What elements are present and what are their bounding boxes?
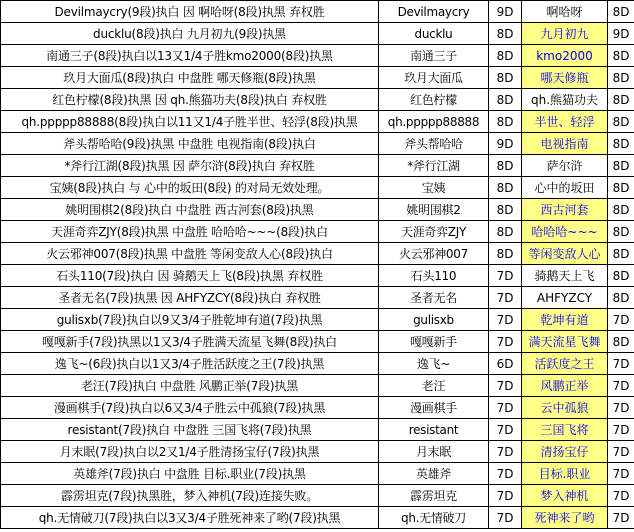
- opponent-cell: 风鹏正举: [522, 375, 608, 397]
- player-rank-cell: 7D: [489, 331, 522, 353]
- player-rank-cell: 9D: [489, 133, 522, 155]
- table-row: [1, 243, 634, 265]
- opponent-cell: 云中孤狼: [522, 397, 608, 419]
- table-row: [1, 353, 634, 375]
- opponent-cell: 西古河套: [522, 199, 608, 221]
- player-cell: 天涯奇弈ZJY: [379, 221, 489, 243]
- player-cell: 逸飞~: [379, 353, 489, 375]
- player-cell: ducklu: [379, 23, 489, 45]
- opponent-rank-cell: 8D: [608, 133, 634, 155]
- results-table-body: [1, 1, 634, 529]
- table-row: [1, 331, 634, 353]
- player-cell: qh.无情破刀: [379, 507, 489, 529]
- opponent-cell: kmo2000: [522, 45, 608, 67]
- opponent-cell: 乾坤有道: [522, 309, 608, 331]
- table-row: [1, 463, 634, 485]
- game-result-cell: 月末眠(7段)执白以2又1/4子胜清扬宝仔(7段)执黑: [1, 441, 379, 463]
- game-result-cell: ducklu(8段)执白 九月初九(9段)执黑: [1, 23, 379, 45]
- opponent-cell: AHFYZCY: [522, 287, 608, 309]
- opponent-rank-cell: 7D: [608, 397, 634, 419]
- player-cell: 圣者无名: [379, 287, 489, 309]
- opponent-cell: 心中的坂田: [522, 177, 608, 199]
- game-result-cell: Devilmaycry(9段)执白 因 啊哈呀(8段)执黑 弃权胜: [1, 1, 379, 23]
- opponent-rank-cell: 9D: [608, 23, 634, 45]
- player-rank-cell: 7D: [489, 463, 522, 485]
- player-rank-cell: 9D: [489, 1, 522, 23]
- table-row: [1, 89, 634, 111]
- game-result-cell: 红色柠檬(8段)执黑 因 qh.熊猫功夫(8段)执白 弃权胜: [1, 89, 379, 111]
- opponent-cell: 三国飞将: [522, 419, 608, 441]
- table-row: [1, 155, 634, 177]
- opponent-cell: 满天流星飞舞: [522, 331, 608, 353]
- opponent-rank-cell: 7D: [608, 309, 634, 331]
- game-result-cell: 圣者无名(7段)执黑 因 AHFYZCY(8段)执白 弃权胜: [1, 287, 379, 309]
- opponent-rank-cell: 8D: [608, 1, 634, 23]
- game-result-cell: 天涯奇弈ZJY(8段)执黑 中盘胜 哈哈哈~~~(8段)执白: [1, 221, 379, 243]
- player-cell: 嘎嘎新手: [379, 331, 489, 353]
- opponent-rank-cell: 7D: [608, 463, 634, 485]
- game-result-cell: 漫画棋手(7段)执白以6又3/4子胜云中孤狼(7段)执黑: [1, 397, 379, 419]
- player-rank-cell: 7D: [489, 309, 522, 331]
- game-result-cell: 姚明围棋2(8段)执白 中盘胜 西古河套(8段)执黑: [1, 199, 379, 221]
- opponent-rank-cell: 8D: [608, 177, 634, 199]
- player-cell: Devilmaycry: [379, 1, 489, 23]
- player-rank-cell: 6D: [489, 353, 522, 375]
- opponent-rank-cell: 8D: [608, 221, 634, 243]
- game-result-cell: qh.ppppp88888(8段)执白以11又1/4子胜半世、轻浮(8段)执黑: [1, 111, 379, 133]
- table-row: [1, 111, 634, 133]
- player-rank-cell: 8D: [489, 177, 522, 199]
- table-row: [1, 507, 634, 529]
- opponent-rank-cell: 8D: [608, 111, 634, 133]
- opponent-rank-cell: 8D: [608, 155, 634, 177]
- player-cell: 漫画棋手: [379, 397, 489, 419]
- opponent-cell: 活跃度之王: [522, 353, 608, 375]
- opponent-rank-cell: 8D: [608, 243, 634, 265]
- game-result-cell: 斧头帮哈哈(9段)执黑 中盘胜 电视指南(8段)执白: [1, 133, 379, 155]
- table-row: [1, 1, 634, 23]
- player-rank-cell: 8D: [489, 23, 522, 45]
- opponent-rank-cell: 8D: [608, 67, 634, 89]
- player-cell: 宝姨: [379, 177, 489, 199]
- player-rank-cell: 8D: [489, 199, 522, 221]
- opponent-cell: 萨尔浒: [522, 155, 608, 177]
- player-rank-cell: 8D: [489, 45, 522, 67]
- player-rank-cell: 8D: [489, 111, 522, 133]
- player-cell: resistant: [379, 419, 489, 441]
- game-result-cell: 英雄斧(7段)执白 中盘胜 目标.职业(7段)执黑: [1, 463, 379, 485]
- opponent-cell: 目标.职业: [522, 463, 608, 485]
- table-row: [1, 133, 634, 155]
- player-cell: 南通三子: [379, 45, 489, 67]
- opponent-rank-cell: 8D: [608, 89, 634, 111]
- table-row: [1, 441, 634, 463]
- opponent-cell: 啊哈呀: [522, 1, 608, 23]
- player-cell: 红色柠檬: [379, 89, 489, 111]
- opponent-rank-cell: 7D: [608, 507, 634, 529]
- player-rank-cell: 8D: [489, 155, 522, 177]
- table-row: [1, 67, 634, 89]
- game-result-cell: gulisxb(7段)执白以9又3/4子胜乾坤有道(7段)执黑: [1, 309, 379, 331]
- player-cell: gulisxb: [379, 309, 489, 331]
- player-cell: 霹雳坦克: [379, 485, 489, 507]
- game-result-cell: *斧行江湖(8段)执黑 因 萨尔浒(8段)执白 弃权胜: [1, 155, 379, 177]
- game-result-cell: 石头110(7段)执白 因 骑鹅天上飞(8段)执黑 弃权胜: [1, 265, 379, 287]
- player-rank-cell: 7D: [489, 485, 522, 507]
- table-row: [1, 265, 634, 287]
- table-row: [1, 397, 634, 419]
- opponent-cell: 骑鹅天上飞: [522, 265, 608, 287]
- player-cell: 斧头帮哈哈: [379, 133, 489, 155]
- table-row: [1, 419, 634, 441]
- table-row: [1, 221, 634, 243]
- table-row: [1, 309, 634, 331]
- game-result-cell: 玖月大面瓜(8段)执白 中盘胜 哪天修瓶(8段)执黑: [1, 67, 379, 89]
- opponent-rank-cell: 7D: [608, 485, 634, 507]
- player-cell: 月末眠: [379, 441, 489, 463]
- opponent-rank-cell: 8D: [608, 199, 634, 221]
- player-cell: 火云邪神007: [379, 243, 489, 265]
- player-cell: 玖月大面瓜: [379, 67, 489, 89]
- player-cell: 姚明围棋2: [379, 199, 489, 221]
- table-row: [1, 23, 634, 45]
- opponent-rank-cell: 7D: [608, 419, 634, 441]
- player-rank-cell: 7D: [489, 375, 522, 397]
- player-rank-cell: 7D: [489, 419, 522, 441]
- player-cell: 石头110: [379, 265, 489, 287]
- player-cell: 老汪: [379, 375, 489, 397]
- opponent-rank-cell: 7D: [608, 353, 634, 375]
- opponent-cell: 死神来了哟: [522, 507, 608, 529]
- opponent-cell: 九月初九: [522, 23, 608, 45]
- table-row: [1, 375, 634, 397]
- player-cell: *斧行江湖: [379, 155, 489, 177]
- player-cell: 英雄斧: [379, 463, 489, 485]
- opponent-rank-cell: 8D: [608, 331, 634, 353]
- player-rank-cell: 8D: [489, 243, 522, 265]
- opponent-cell: 半世、轻浮: [522, 111, 608, 133]
- opponent-rank-cell: 7D: [608, 441, 634, 463]
- opponent-rank-cell: 8D: [608, 265, 634, 287]
- player-rank-cell: 7D: [489, 287, 522, 309]
- opponent-rank-cell: 8D: [608, 45, 634, 67]
- player-rank-cell: 7D: [489, 397, 522, 419]
- opponent-cell: 哪天修瓶: [522, 67, 608, 89]
- player-rank-cell: 8D: [489, 67, 522, 89]
- player-rank-cell: 7D: [489, 441, 522, 463]
- player-cell: qh.ppppp88888: [379, 111, 489, 133]
- opponent-cell: 等闲变敌人心: [522, 243, 608, 265]
- opponent-rank-cell: 7D: [608, 375, 634, 397]
- opponent-cell: 电视指南: [522, 133, 608, 155]
- game-result-cell: 嘎嘎新手(7段)执黑以1又3/4子胜满天流星飞舞(8段)执白: [1, 331, 379, 353]
- opponent-cell: 清扬宝仔: [522, 441, 608, 463]
- game-result-cell: 火云邪神007(8段)执黑 中盘胜 等闲变敌人心(8段)执白: [1, 243, 379, 265]
- table-row: [1, 177, 634, 199]
- game-result-cell: 宝姨(8段)执白 与 心中的坂田(8段) 的对局无效处理。: [1, 177, 379, 199]
- opponent-cell: qh.熊猫功夫: [522, 89, 608, 111]
- table-row: [1, 287, 634, 309]
- player-rank-cell: 8D: [489, 221, 522, 243]
- game-result-cell: 南通三子(8段)执白以13又1/4子胜kmo2000(8段)执黑: [1, 45, 379, 67]
- player-rank-cell: 8D: [489, 89, 522, 111]
- game-result-cell: 霹雳坦克(7段)执黑胜，梦入神机(7段)连接失败。: [1, 485, 379, 507]
- game-result-cell: 逸飞~(6段)执白以1又3/4子胜活跃度之王(7段)执黑: [1, 353, 379, 375]
- player-rank-cell: 7D: [489, 265, 522, 287]
- game-result-cell: qh.无情破刀(7段)执白以3又3/4子胜死神来了哟(7段)执黑: [1, 507, 379, 529]
- game-result-cell: resistant(7段)执白 中盘胜 三国飞将(7段)执黑: [1, 419, 379, 441]
- opponent-cell: 梦入神机: [522, 485, 608, 507]
- opponent-cell: 哈哈哈~~~: [522, 221, 608, 243]
- player-rank-cell: 7D: [489, 507, 522, 529]
- game-result-cell: 老汪(7段)执白 中盘胜 风鹏正举(7段)执黑: [1, 375, 379, 397]
- table-row: [1, 45, 634, 67]
- opponent-rank-cell: 8D: [608, 287, 634, 309]
- table-row: [1, 485, 634, 507]
- table-row: [1, 199, 634, 221]
